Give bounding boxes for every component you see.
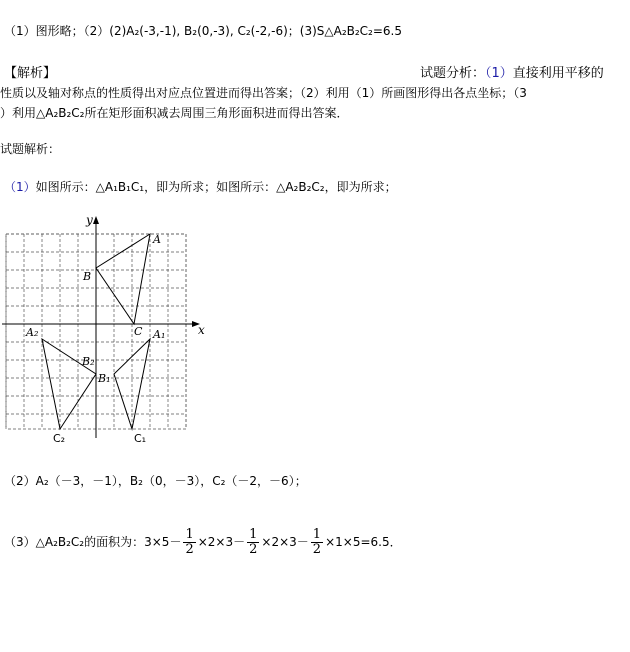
step-2: （2）A₂（－3，－1），B₂（0，－3），C₂（－2，－6）； [4,474,307,488]
label-a2: A₂ [26,326,39,339]
coordinate-figure [0,212,215,452]
fraction-1-denominator: 2 [185,542,194,557]
label-b: B [83,270,92,283]
fraction-2 [247,528,259,557]
label-b2: B₂ [82,355,95,368]
analysis-line-3: ）利用△A₂B₂C₂所在矩形面积减去周围三角形面积进而得出答案． [0,106,349,120]
step-3-suffix: ×1×5=6.5． [325,535,402,549]
x-axis-label: x [198,323,205,337]
fraction-2-denominator: 2 [249,542,258,557]
analysis-part-1: 直接利用平移的 [512,66,604,81]
label-a: A [153,233,161,246]
y-axis-label: y [86,213,93,227]
y-axis-arrow [93,216,99,224]
fraction-1 [183,528,195,557]
triangle-abc [96,234,150,324]
solution-label: 试题解析： [0,142,61,156]
step-3 [4,528,402,557]
fraction-1-numerator: 1 [185,527,194,542]
step-1-paren: （1） [4,180,36,194]
step-3-mid-1: ×2×3－ [197,535,246,549]
triangle-a2b2c2 [42,339,96,429]
label-b1: B₁ [98,372,111,385]
fraction-3 [311,528,323,557]
fraction-2-numerator: 1 [249,527,258,542]
label-c2: C₂ [53,432,66,445]
step-1-text: 如图所示：△A₁B₁C₁，即为所求；如图所示：△A₂B₂C₂，即为所求； [35,180,397,194]
step-3-mid-2: ×2×3－ [261,535,309,549]
analysis-line-2: 性质以及轴对称点的性质得出对应点位置进而得出答案；（2）利用（1）所画图形得出各点坐标；（3 [0,86,527,100]
analysis-label-text: 试题分析： [420,66,486,81]
label-c: C [134,325,143,338]
label-c1: C₁ [134,432,147,445]
label-a1: A₁ [153,328,166,341]
answer-line: （1）图形略；（2）(2)A₂(-3,-1), B₂(0,-3), C₂(-2,-6)；(3)S△A₂B₂C₂=6.5 [4,24,403,38]
step-3-prefix: （3）△A₂B₂C₂的面积为：3×5－ [4,535,182,549]
analysis-header: 【解析】 [4,66,57,81]
fraction-3-denominator: 2 [312,542,322,557]
analysis-paren-1: （1） [485,66,513,81]
fraction-3-numerator: 1 [312,527,322,542]
analysis-label [420,62,604,81]
step-1 [4,178,397,195]
